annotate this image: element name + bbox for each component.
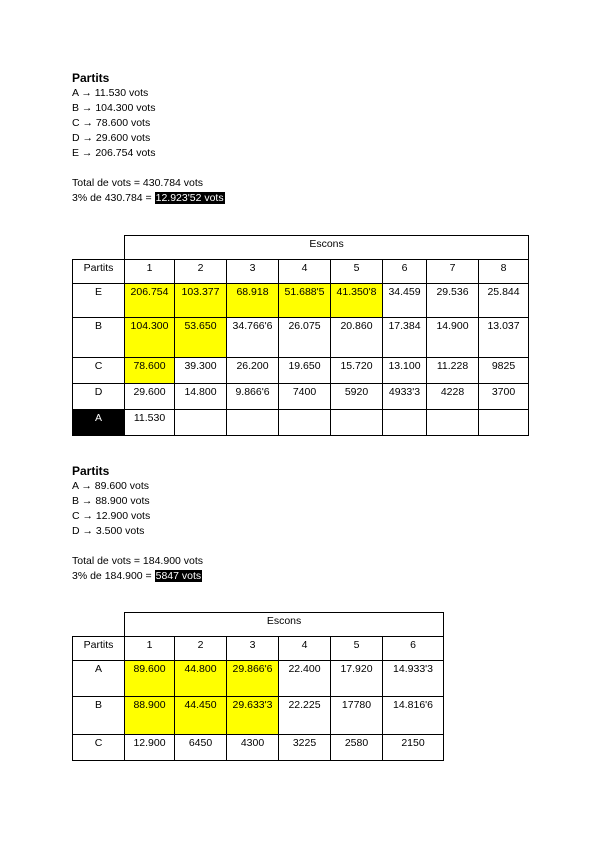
party-line: D → 29.600 vots bbox=[72, 132, 151, 144]
table-cell: 26.200 bbox=[227, 358, 279, 384]
section2-heading: Partits bbox=[72, 464, 110, 478]
party-line: B → 104.300 vots bbox=[72, 102, 156, 114]
table-cell: 3700 bbox=[479, 384, 529, 410]
seats-table-2 bbox=[72, 612, 444, 761]
party-label: C bbox=[73, 735, 125, 761]
table-cell: 17.920 bbox=[331, 661, 383, 697]
table-cell: 3225 bbox=[279, 735, 331, 761]
seat-col-header: 5 bbox=[331, 260, 383, 284]
party-header: Partits bbox=[73, 637, 125, 661]
table-cell: 22.400 bbox=[279, 661, 331, 697]
table-cell: 14.933'3 bbox=[383, 661, 444, 697]
table-cell: 2580 bbox=[331, 735, 383, 761]
table-cell: 9.866'6 bbox=[227, 384, 279, 410]
seat-col-header: 6 bbox=[383, 637, 444, 661]
party-line: C → 12.900 vots bbox=[72, 510, 151, 522]
total-votes: Total de vots = 184.900 vots bbox=[72, 555, 204, 567]
table-cell bbox=[279, 410, 331, 436]
table-cell: 206.754 bbox=[125, 284, 175, 318]
table-cell: 29.600 bbox=[125, 384, 175, 410]
table-cell bbox=[383, 410, 427, 436]
table-cell: 89.600 bbox=[125, 661, 175, 697]
table-cell: 2150 bbox=[383, 735, 444, 761]
party-line: A → 89.600 vots bbox=[72, 480, 150, 492]
party-label: E bbox=[73, 284, 125, 318]
table-cell bbox=[175, 410, 227, 436]
party-line: B → 88.900 vots bbox=[72, 495, 150, 507]
table-cell: 5920 bbox=[331, 384, 383, 410]
table-cell: 12.900 bbox=[125, 735, 175, 761]
total-votes: Total de vots = 430.784 vots bbox=[72, 177, 204, 189]
table-cell: 4300 bbox=[227, 735, 279, 761]
party-line: C → 78.600 vots bbox=[72, 117, 151, 129]
table-cell: 20.860 bbox=[331, 318, 383, 358]
table-cell bbox=[331, 410, 383, 436]
table-cell: 22.225 bbox=[279, 697, 331, 735]
threshold-line: 3% de 184.900 = 5847 vots bbox=[72, 570, 202, 582]
seats-header: Escons bbox=[125, 613, 444, 637]
seats-table-1 bbox=[72, 235, 529, 436]
table-cell: 14.900 bbox=[427, 318, 479, 358]
table-cell: 41.350'8 bbox=[331, 284, 383, 318]
seat-col-header: 3 bbox=[227, 637, 279, 661]
table-cell: 44.450 bbox=[175, 697, 227, 735]
seat-col-header: 5 bbox=[331, 637, 383, 661]
table-cell: 51.688'5 bbox=[279, 284, 331, 318]
seat-col-header: 4 bbox=[279, 260, 331, 284]
seat-col-header: 2 bbox=[175, 637, 227, 661]
table-cell: 29.866'6 bbox=[227, 661, 279, 697]
seat-col-header: 4 bbox=[279, 637, 331, 661]
table-cell: 17.384 bbox=[383, 318, 427, 358]
table-cell: 17780 bbox=[331, 697, 383, 735]
section1-heading: Partits bbox=[72, 71, 110, 85]
table-cell: 103.377 bbox=[175, 284, 227, 318]
table-cell: 25.844 bbox=[479, 284, 529, 318]
party-label: B bbox=[73, 697, 125, 735]
table-cell: 68.918 bbox=[227, 284, 279, 318]
table-cell: 4933'3 bbox=[383, 384, 427, 410]
party-label: B bbox=[73, 318, 125, 358]
seat-col-header: 1 bbox=[125, 637, 175, 661]
table-cell: 19.650 bbox=[279, 358, 331, 384]
table-cell: 13.037 bbox=[479, 318, 529, 358]
seat-col-header: 3 bbox=[227, 260, 279, 284]
table-cell bbox=[427, 410, 479, 436]
table-cell: 34.766'6 bbox=[227, 318, 279, 358]
table-cell: 15.720 bbox=[331, 358, 383, 384]
party-line: D → 3.500 vots bbox=[72, 525, 145, 537]
party-label: A bbox=[73, 661, 125, 697]
table-cell: 29.536 bbox=[427, 284, 479, 318]
table-cell: 78.600 bbox=[125, 358, 175, 384]
table-cell bbox=[227, 410, 279, 436]
table-cell bbox=[479, 410, 529, 436]
section2-text bbox=[72, 464, 203, 584]
table-cell: 14.816'6 bbox=[383, 697, 444, 735]
party-label-excluded: A bbox=[73, 410, 125, 436]
seat-col-header: 2 bbox=[175, 260, 227, 284]
party-label: C bbox=[73, 358, 125, 384]
section1-text bbox=[72, 71, 225, 206]
seat-col-header: 8 bbox=[479, 260, 529, 284]
threshold-value: 12.923'52 vots bbox=[155, 192, 224, 204]
table-cell: 13.100 bbox=[383, 358, 427, 384]
table-cell: 44.800 bbox=[175, 661, 227, 697]
table-cell: 4228 bbox=[427, 384, 479, 410]
threshold-value: 5847 vots bbox=[155, 570, 202, 582]
seats-header: Escons bbox=[125, 236, 529, 260]
table-cell: 11.530 bbox=[125, 410, 175, 436]
party-line: A → 11.530 vots bbox=[72, 87, 149, 99]
table-cell: 6450 bbox=[175, 735, 227, 761]
table-cell: 9825 bbox=[479, 358, 529, 384]
party-label: D bbox=[73, 384, 125, 410]
table-cell: 104.300 bbox=[125, 318, 175, 358]
table-cell: 11.228 bbox=[427, 358, 479, 384]
table-cell: 34.459 bbox=[383, 284, 427, 318]
table-cell: 53.650 bbox=[175, 318, 227, 358]
table-cell: 14.800 bbox=[175, 384, 227, 410]
table-cell: 7400 bbox=[279, 384, 331, 410]
table-cell: 88.900 bbox=[125, 697, 175, 735]
seat-col-header: 7 bbox=[427, 260, 479, 284]
table-cell: 39.300 bbox=[175, 358, 227, 384]
seat-col-header: 6 bbox=[383, 260, 427, 284]
party-line: E → 206.754 vots bbox=[72, 147, 156, 159]
threshold-line: 3% de 430.784 = 12.923'52 vots bbox=[72, 192, 224, 204]
table-cell: 26.075 bbox=[279, 318, 331, 358]
party-header: Partits bbox=[73, 260, 125, 284]
seat-col-header: 1 bbox=[125, 260, 175, 284]
table-cell: 29.633'3 bbox=[227, 697, 279, 735]
